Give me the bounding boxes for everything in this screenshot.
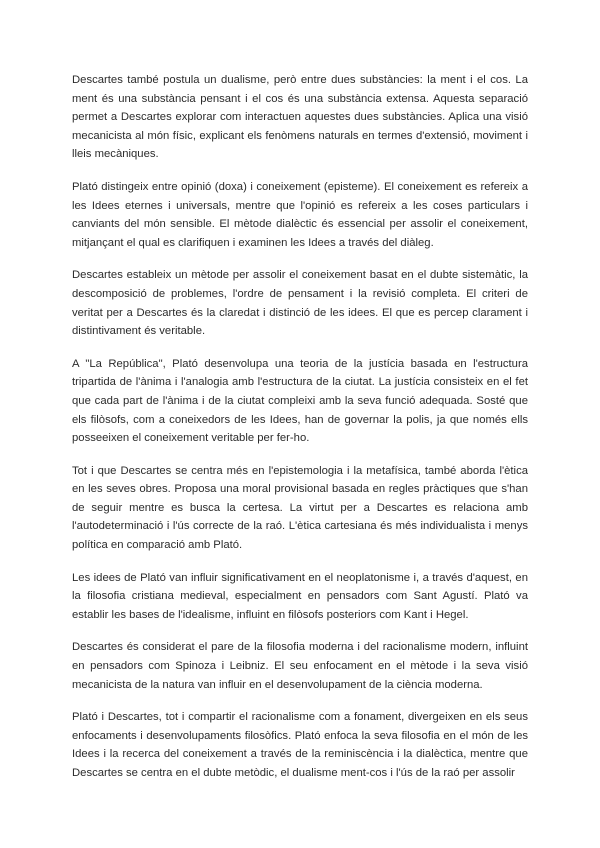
- paragraph-descartes-influence: Descartes és considerat el pare de la filosofia moderna i del racionalisme modern, influint en pensadors com Spinoza i Leibniz. El seu enfocament en el mètode i la seva visió mecanicista de la natura van influir en el desenvolupament de la ciència moderna.: [72, 641, 528, 691]
- paragraph-descartes-method: Descartes estableix un mètode per assolir el coneixement basat en el dubte sistemàtic, la descomposició de problemes, l'ordre de pensament i la revisió completa. El criteri de veritat per a Descartes és la claredat i distinció de les idees. El que es percep clarament i distintivament és veritable.: [72, 269, 528, 338]
- paragraph-descartes-ethics: Tot i que Descartes se centra més en l'epistemologia i la metafísica, també aborda l'ètica en les seves obres. Proposa una moral provisional basada en regles pràctiques que s'han de seguir mentre es busca la certesa. La virtut per a Descartes es relaciona amb l'autodeterminació i l'ús correcte de la raó. L'ètica cartesiana és més individualista i menys política en comparació amb Plató.: [72, 464, 528, 552]
- paragraph-plato-knowledge: Plató distingeix entre opinió (doxa) i coneixement (episteme). El coneixement es refereix a les Idees eternes i universals, mentre que l'opinió es refereix a les coses particulars i canviants del món sensible. El mètode dialèctic és essencial per assolir el coneixement, mitjançant el qual es clarifiquen i examinen les Idees a través del diàleg.: [72, 180, 528, 249]
- paragraph-plato-influence: Les idees de Plató van influir significativament en el neoplatonisme i, a través d'aquest, en la filosofia cristiana medieval, especialment en pensadors com Sant Agustí. Plató va establir les bases de l'idealisme, influint en filòsofs posteriors com Kant i Hegel.: [72, 571, 528, 621]
- paragraph-descartes-dualism: Descartes també postula un dualisme, però entre dues substàncies: la ment i el cos. La ment és una substància pensant i el cos és una substància extensa. Aquesta separació permet a Descartes explorar com interactuen aquestes dues substàncies. Aplica una visió mecanicista al món físic, explicant els fenòmens naturals en termes d'extensió, moviment i lleis mecàniques.: [72, 74, 528, 161]
- paragraph-plato-republic: A "La República", Plató desenvolupa una teoria de la justícia basada en l'estructura tripartida de l'ànima i l'analogia amb l'estructura de la ciutat. La justícia consisteix en el fet que cada part de l'ànima i de la ciutat compleixi amb la seva funció adequada. Sosté que els filòsofs, com a coneixedors de les Idees, han de governar la polis, ja que només ells posseeixen el coneixement veritable per fer-ho.: [72, 357, 528, 445]
- paragraph-comparison: Plató i Descartes, tot i compartir el racionalisme com a fonament, divergeixen en els seus enfocaments i desenvolupaments filosòfics. Plató enfoca la seva filosofia en el món de les Idees i la recerca del coneixement a través de la reminiscència i la dialèctica, mentre que Descartes se centra en el dubte metòdic, el dualisme ment-cos i l'ús de la raó per assolir: [72, 711, 528, 779]
- document-body: [72, 71, 528, 797]
